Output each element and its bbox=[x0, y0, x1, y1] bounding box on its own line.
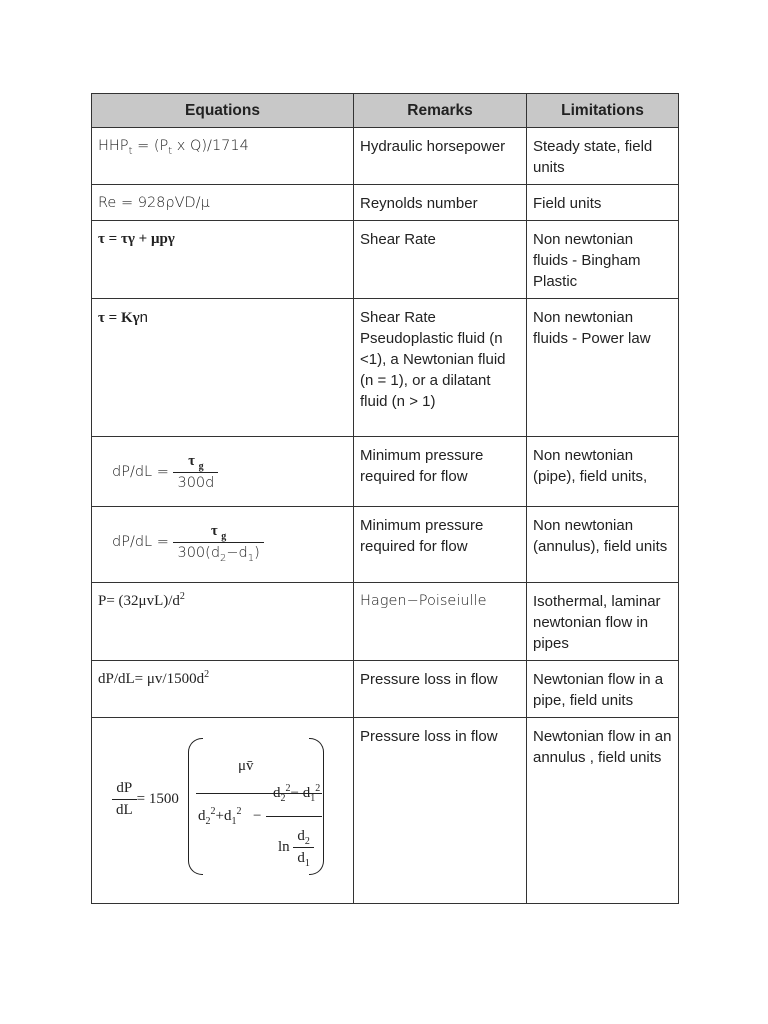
remark-cell: Pressure loss in flow bbox=[354, 661, 527, 718]
remark-cell: Minimum pressure required for flow bbox=[354, 437, 527, 507]
equation-cell: $P= (32\mu vL)/d^2$ bbox=[92, 583, 354, 661]
remark-cell: Hydraulic horsepower bbox=[354, 128, 527, 185]
table-header-row bbox=[92, 94, 679, 128]
table-row bbox=[92, 128, 679, 185]
limitation-cell: Non newtonian fluids - Bingham Plastic bbox=[527, 221, 679, 299]
limitation-cell: Isothermal, laminar newtonian flow in pipes bbox=[527, 583, 679, 661]
table-row bbox=[92, 661, 679, 718]
table-row bbox=[92, 221, 679, 299]
limitation-cell: Newtonian flow in a pipe, field units bbox=[527, 661, 679, 718]
limitation-cell: Non newtonian fluids - Power law bbox=[527, 299, 679, 437]
header-limitations: Limitations bbox=[527, 94, 679, 128]
limitation-cell: Field units bbox=[527, 185, 679, 221]
remark-cell: Pressure loss in flow bbox=[354, 718, 527, 904]
table-row bbox=[92, 299, 679, 437]
table-row bbox=[92, 583, 679, 661]
limitation-cell: Non newtonian (pipe), field units, bbox=[527, 437, 679, 507]
equations-table bbox=[91, 93, 679, 904]
equation-cell: τ = Kγn bbox=[92, 299, 354, 437]
table-row bbox=[92, 437, 679, 507]
limitation-cell: Newtonian flow in an annulus , field units bbox=[527, 718, 679, 904]
equation-cell: dP/dL = $\frac{\tau _g}{300d}$ bbox=[92, 437, 354, 507]
table-row bbox=[92, 507, 679, 583]
equation-cell bbox=[92, 718, 354, 904]
header-equations: Equations bbox=[92, 94, 354, 128]
header-remarks: Remarks bbox=[354, 94, 527, 128]
remark-cell: Shear Rate bbox=[354, 221, 527, 299]
table-row bbox=[92, 185, 679, 221]
equation-cell: τ = τγ + μpγ bbox=[92, 221, 354, 299]
limitation-cell: Non newtonian (annulus), field units bbox=[527, 507, 679, 583]
remark-cell: Shear Rate Pseudoplastic fluid (n <1), a Newtonian fluid (n = 1), or a dilatant fluid (n > 1) bbox=[354, 299, 527, 437]
limitation-cell: Steady state, field units bbox=[527, 128, 679, 185]
table-row bbox=[92, 718, 679, 904]
annulus-equation: $\frac{dP}{dL}$ = 1500 μv̄ $d_2^2+d_1^2$ − $d_2^2- d_1^2$ ln $\frac{d_2}{d_1}$ bbox=[98, 726, 347, 896]
remark-cell: Hagen−Poiseiulle bbox=[354, 583, 527, 661]
equation-cell: Re = 928ρVD/μ bbox=[92, 185, 354, 221]
equation-cell: $dP/dL= \mu v/1500d^2$ bbox=[92, 661, 354, 718]
remark-cell: Minimum pressure required for flow bbox=[354, 507, 527, 583]
remark-cell: Reynolds number bbox=[354, 185, 527, 221]
right-paren bbox=[309, 738, 324, 875]
equation-cell: $HHP_t = (P_t$ x Q)/1714 bbox=[92, 128, 354, 185]
equation-cell: dP/dL = $\frac{\tau _g}{300(d_2-d_1)}$ bbox=[92, 507, 354, 583]
